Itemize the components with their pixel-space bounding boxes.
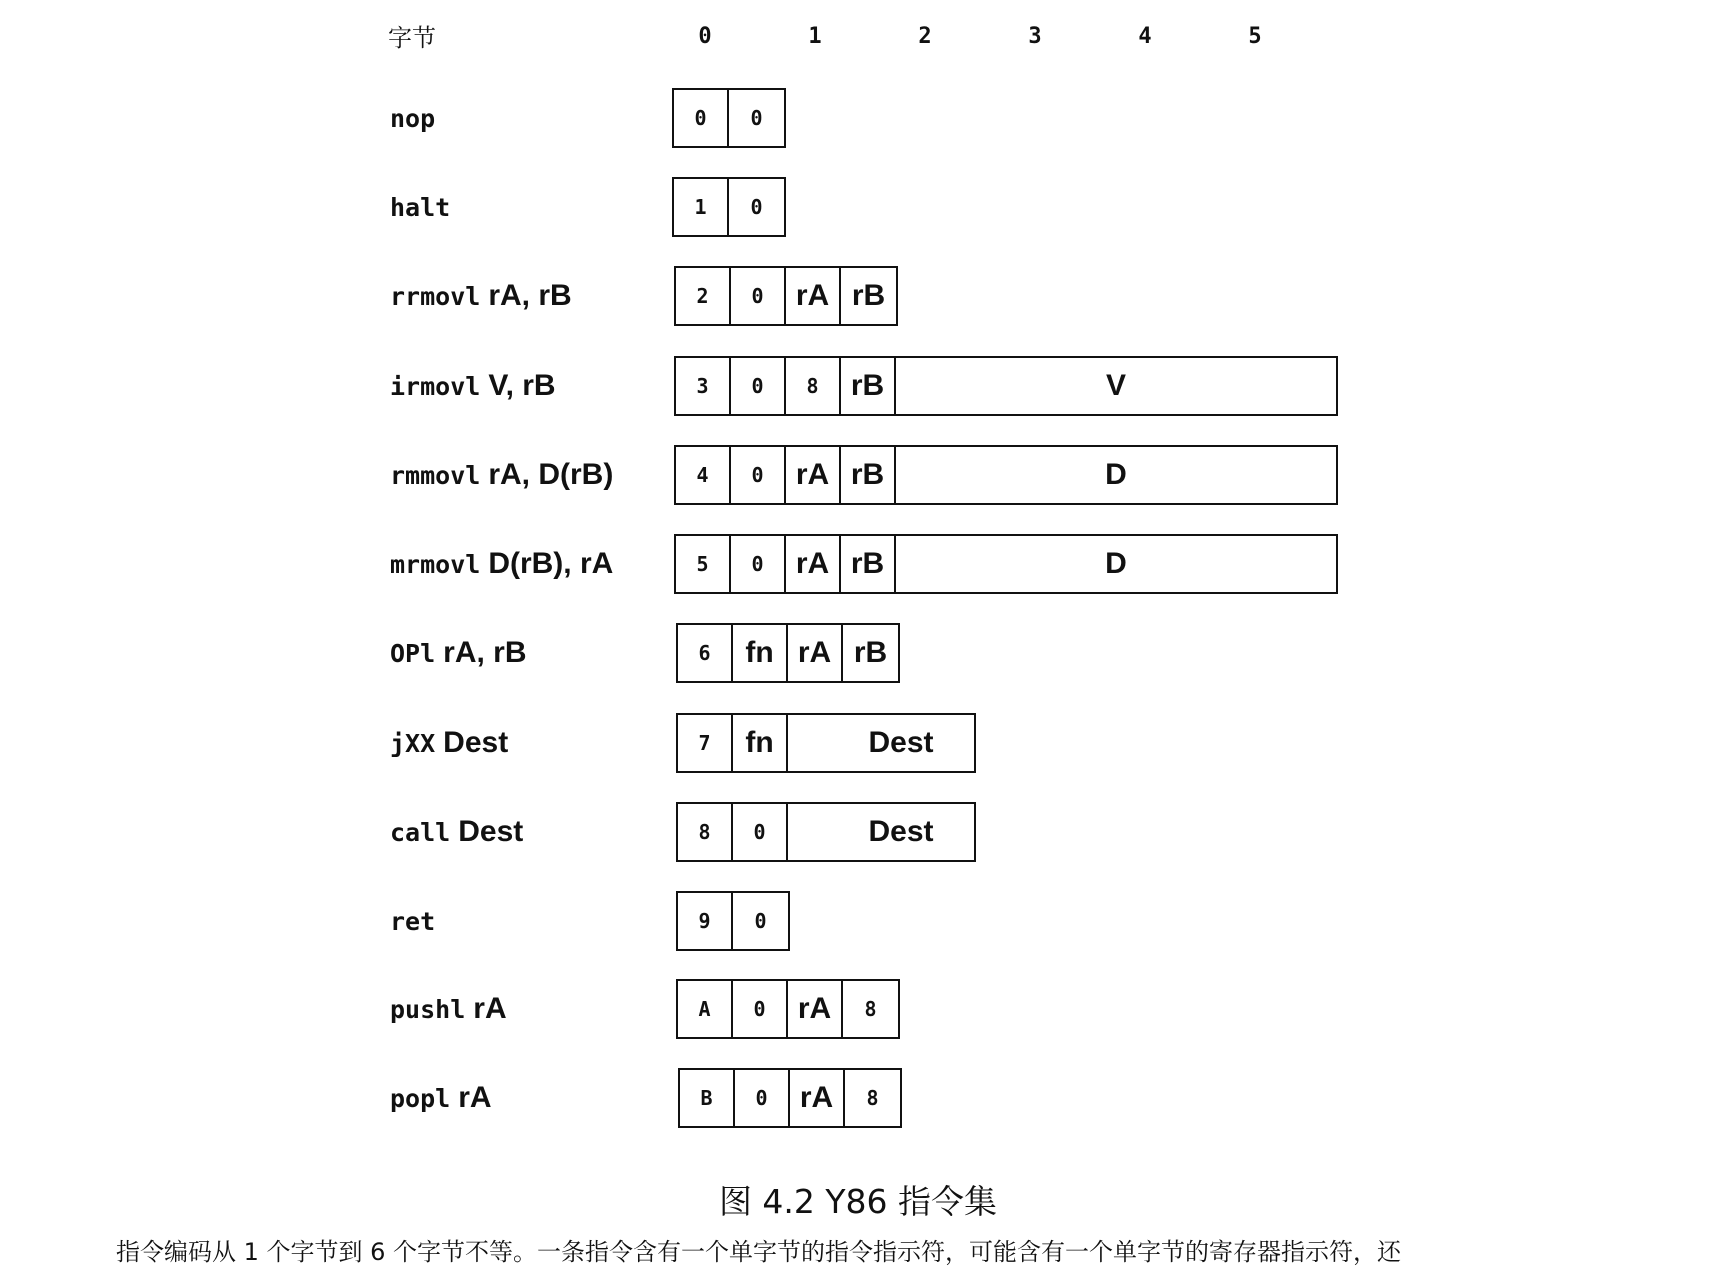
instruction-label	[390, 1068, 492, 1128]
encoding-byte-cell: rA	[788, 981, 843, 1037]
instruction-row-mrmovl	[0, 534, 1716, 594]
encoding-byte-cell: 0	[674, 90, 729, 146]
encoding-byte-cell: 7	[678, 715, 733, 771]
encoding-box	[674, 534, 1338, 594]
instruction-mnemonic: call	[390, 817, 451, 847]
instruction-label	[390, 177, 450, 237]
instruction-label	[390, 979, 507, 1039]
instruction-row-irmovl	[0, 356, 1716, 416]
instruction-operands: rA, rB	[488, 279, 572, 312]
instruction-row-call	[0, 802, 1716, 862]
encoding-byte-cell: 0	[731, 536, 786, 592]
instruction-label	[390, 356, 556, 416]
encoding-byte-cell: rB	[841, 447, 896, 503]
encoding-value-field: D	[1105, 547, 1127, 580]
encoding-byte-cell: rA	[786, 536, 841, 592]
instruction-operands: Dest	[443, 726, 509, 759]
encoding-value-field: D	[1105, 458, 1127, 491]
encoding-byte-cell: 0	[733, 981, 788, 1037]
instruction-mnemonic: OPl	[390, 638, 436, 668]
encoding-byte-cell: rB	[851, 279, 886, 312]
instruction-mnemonic: popl	[390, 1083, 451, 1113]
instruction-label	[390, 623, 527, 683]
encoding-byte-cell: 8	[786, 358, 841, 414]
encoding-byte-cell: 0	[731, 268, 786, 324]
byte-number-3: 3	[1028, 24, 1042, 49]
byte-number-0: 0	[698, 24, 712, 49]
encoding-byte-cell: 2	[676, 268, 731, 324]
instruction-label	[390, 802, 523, 862]
instruction-row-pushl	[0, 979, 1716, 1039]
byte-number-1: 1	[808, 24, 822, 49]
encoding-byte-cell: 0	[754, 909, 767, 933]
encoding-box	[676, 623, 900, 683]
body-text-line: 指令编码从 1 个字节到 6 个字节不等。一条指令含有一个单字节的指令指示符，可能含有一个单字节的寄存器指示符，还	[116, 1238, 1402, 1266]
instruction-operands: D(rB), rA	[488, 547, 614, 580]
encoding-byte-cell: rA	[790, 1070, 845, 1126]
encoding-byte-cell: 8	[678, 804, 733, 860]
encoding-dest-field: Dest	[868, 815, 934, 848]
encoding-byte-cell: 0	[735, 1070, 790, 1126]
encoding-byte-cell: B	[680, 1070, 735, 1126]
instruction-operands: rA, D(rB)	[488, 458, 614, 491]
instruction-row-rrmovl	[0, 266, 1716, 326]
encoding-byte-cell: 0	[733, 804, 788, 860]
instruction-operands: rA	[473, 992, 507, 1025]
instruction-row-jxx	[0, 713, 1716, 773]
instruction-mnemonic: ret	[390, 906, 436, 936]
instruction-mnemonic: rrmovl	[390, 281, 481, 311]
instruction-operands: rA	[458, 1081, 492, 1114]
instruction-mnemonic: halt	[390, 192, 451, 222]
encoding-byte-cell: fn	[733, 625, 788, 681]
instruction-row-nop	[0, 88, 1716, 148]
instruction-operands: rA, rB	[443, 636, 527, 669]
encoding-box	[674, 266, 898, 326]
encoding-byte-cell: fn	[733, 715, 788, 771]
figure-caption: 图 4.2 Y86 指令集	[718, 1182, 998, 1221]
encoding-byte-cell: rB	[841, 358, 896, 414]
encoding-byte-cell: 1	[674, 179, 729, 235]
byte-number-5: 5	[1248, 24, 1262, 49]
encoding-byte-cell: 5	[676, 536, 731, 592]
encoding-byte-cell: 8	[866, 1086, 879, 1110]
encoding-box	[676, 891, 790, 951]
encoding-byte-cell: rA	[786, 268, 841, 324]
instruction-label	[390, 88, 435, 148]
instruction-mnemonic: nop	[390, 103, 436, 133]
encoding-byte-cell: rA	[786, 447, 841, 503]
encoding-box	[676, 802, 976, 862]
encoding-byte-cell: rA	[788, 625, 843, 681]
encoding-box	[676, 979, 900, 1039]
instruction-label	[390, 891, 435, 951]
instruction-row-opl	[0, 623, 1716, 683]
byte-number-2: 2	[918, 24, 932, 49]
encoding-box	[674, 356, 1338, 416]
encoding-byte-cell: 8	[864, 997, 877, 1021]
encoding-box	[672, 177, 786, 237]
encoding-value-field: V	[1105, 369, 1126, 402]
encoding-byte-cell: rB	[841, 536, 896, 592]
instruction-mnemonic: mrmovl	[390, 549, 481, 579]
encoding-byte-cell: rB	[853, 636, 888, 669]
instruction-operands: V, rB	[488, 369, 556, 402]
encoding-box	[676, 713, 976, 773]
byte-number-4: 4	[1138, 24, 1152, 49]
byte-header-label: 字节	[388, 24, 436, 52]
encoding-byte-cell: 6	[678, 625, 733, 681]
encoding-byte-cell: 0	[750, 195, 763, 219]
encoding-box	[672, 88, 786, 148]
instruction-mnemonic: irmovl	[390, 371, 481, 401]
instruction-label	[390, 713, 508, 773]
encoding-box	[674, 445, 1338, 505]
instruction-row-popl	[0, 1068, 1716, 1128]
encoding-byte-cell: 0	[731, 447, 786, 503]
encoding-byte-cell: A	[678, 981, 733, 1037]
instruction-row-rmmovl	[0, 445, 1716, 505]
encoding-byte-cell: 0	[731, 358, 786, 414]
encoding-dest-field: Dest	[868, 726, 934, 759]
encoding-byte-cell: 3	[676, 358, 731, 414]
instruction-operands: Dest	[458, 815, 524, 848]
encoding-byte-cell: 0	[750, 106, 763, 130]
instruction-mnemonic: pushl	[390, 994, 466, 1024]
instruction-label	[390, 445, 613, 505]
instruction-row-ret	[0, 891, 1716, 951]
encoding-byte-cell: 9	[678, 893, 733, 949]
instruction-label	[390, 534, 613, 594]
instruction-mnemonic: jXX	[390, 728, 436, 758]
encoding-byte-cell: 4	[676, 447, 731, 503]
encoding-box	[678, 1068, 902, 1128]
instruction-row-halt	[0, 177, 1716, 237]
instruction-label	[390, 266, 572, 326]
instruction-mnemonic: rmmovl	[390, 460, 481, 490]
